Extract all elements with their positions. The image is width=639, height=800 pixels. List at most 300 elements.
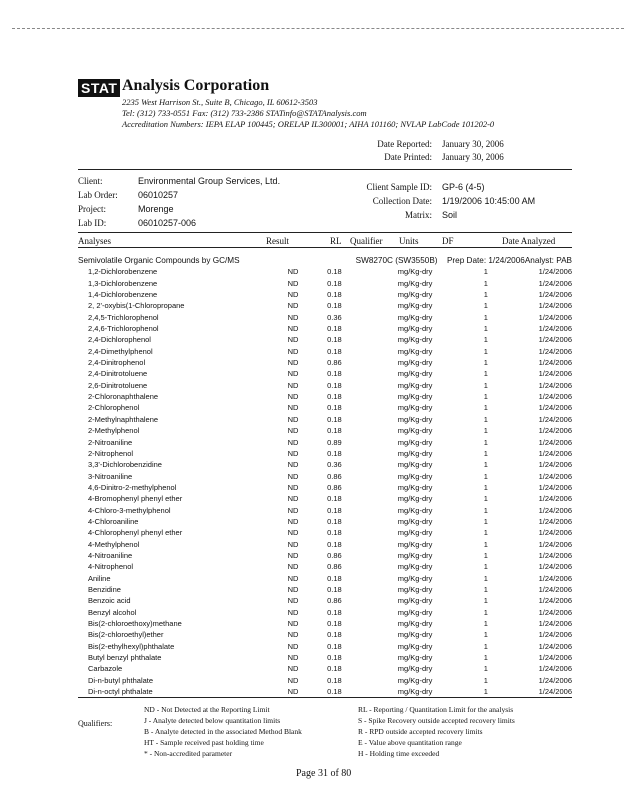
analyte-name: 4-Methylphenol (88, 539, 140, 549)
date-analyzed-value: 1/24/2006 (538, 301, 572, 311)
rl-value: 0.18 (327, 516, 342, 526)
date-analyzed-value: 1/24/2006 (538, 687, 572, 697)
analyte-name: 4-Chloroaniline (88, 516, 139, 526)
date-analyzed-value: 1/24/2006 (538, 675, 572, 685)
result-value: ND (287, 562, 299, 572)
units-value: mg/Kg-dry (397, 607, 433, 617)
table-row (78, 323, 572, 334)
qualifier-value (356, 539, 384, 550)
qualifier-h: H - Holding time exceeded (358, 749, 440, 758)
units-value: mg/Kg-dry (397, 516, 433, 526)
units-value: mg/Kg-dry (397, 414, 433, 424)
analyte-name: 4-Bromophenyl phenyl ether (88, 494, 183, 504)
project-value: Morenge (138, 204, 174, 214)
qualifier-value (356, 289, 384, 300)
result-value: ND (287, 539, 299, 549)
rl-value: 0.18 (327, 687, 342, 697)
df-value: 1 (483, 403, 488, 413)
analyte-name: Bis(2-chloroethyl)ether (88, 630, 164, 640)
df-value: 1 (483, 324, 488, 334)
qualifier-rl: RL - Reporting / Quantitation Limit for the analysis (358, 705, 514, 714)
qualifier-value (356, 402, 384, 413)
analyte-name: Benzoic acid (88, 596, 131, 606)
table-row (78, 278, 572, 289)
result-value: ND (287, 641, 299, 651)
units-value: mg/Kg-dry (397, 278, 433, 288)
divider (78, 232, 572, 233)
table-row (78, 380, 572, 391)
result-value: ND (287, 448, 299, 458)
lab-order-value: 06010257 (138, 190, 179, 200)
date-analyzed-value: 1/24/2006 (538, 607, 572, 617)
rl-value: 0.86 (327, 358, 342, 368)
units-value: mg/Kg-dry (397, 460, 433, 470)
qualifier-value (356, 686, 384, 697)
analyte-name: Benzidine (88, 584, 121, 594)
units-value: mg/Kg-dry (397, 562, 433, 572)
units-value: mg/Kg-dry (397, 584, 433, 594)
df-value: 1 (483, 573, 488, 583)
col-rl: RL (330, 236, 342, 246)
qualifier-value (356, 595, 384, 606)
rl-value: 0.18 (327, 278, 342, 288)
rl-value: 0.18 (327, 573, 342, 583)
rl-value: 0.18 (327, 392, 342, 402)
table-row (78, 573, 572, 584)
result-value: ND (287, 573, 299, 583)
analyte-name: 2,4-Dinitrotoluene (88, 369, 148, 379)
rl-value: 0.86 (327, 562, 342, 572)
rl-value: 0.18 (327, 267, 342, 277)
df-value: 1 (483, 630, 488, 640)
rl-value: 0.18 (327, 539, 342, 549)
analyte-name: Benzyl alcohol (88, 607, 137, 617)
section-title: Semivolatile Organic Compounds by GC/MS (78, 256, 240, 265)
result-value: ND (287, 380, 299, 390)
result-value: ND (287, 312, 299, 322)
df-value: 1 (483, 437, 488, 447)
analyte-name: 3-Nitroaniline (88, 471, 133, 481)
units-value: mg/Kg-dry (397, 403, 433, 413)
qualifier-r: R - RPD outside accepted recovery limits (358, 727, 483, 736)
table-row (78, 334, 572, 345)
analyte-name: 2,4-Dichlorophenol (88, 335, 151, 345)
qualifier-value (356, 266, 384, 277)
date-analyzed-value: 1/24/2006 (538, 403, 572, 413)
analyte-name: 2-Chloronaphthalene (88, 392, 159, 402)
rl-value: 0.18 (327, 641, 342, 651)
qualifier-s: S - Spike Recovery outside accepted recovery limits (358, 716, 515, 725)
units-value: mg/Kg-dry (397, 358, 433, 368)
df-value: 1 (483, 528, 488, 538)
rl-value: 0.18 (327, 290, 342, 300)
rl-value: 0.18 (327, 584, 342, 594)
table-row (78, 539, 572, 550)
date-analyzed-value: 1/24/2006 (538, 312, 572, 322)
df-value: 1 (483, 482, 488, 492)
lab-id-value: 06010257-006 (138, 218, 197, 228)
date-analyzed-value: 1/24/2006 (538, 471, 572, 481)
date-analyzed-value: 1/24/2006 (538, 482, 572, 492)
table-row (78, 663, 572, 674)
df-value: 1 (483, 335, 488, 345)
fax-header-line (12, 28, 624, 29)
result-value: ND (287, 290, 299, 300)
table-row (78, 346, 572, 357)
rl-value: 0.18 (327, 675, 342, 685)
table-row (78, 425, 572, 436)
qualifier-value (356, 334, 384, 345)
table-row (78, 561, 572, 572)
rl-value: 0.86 (327, 471, 342, 481)
qualifier-value (356, 300, 384, 311)
units-value: mg/Kg-dry (397, 369, 433, 379)
units-value: mg/Kg-dry (397, 550, 433, 560)
table-row (78, 471, 572, 482)
results-table (78, 255, 572, 697)
date-analyzed-value: 1/24/2006 (538, 494, 572, 504)
date-analyzed-value: 1/24/2006 (538, 278, 572, 288)
date-analyzed-value: 1/24/2006 (538, 539, 572, 549)
units-value: mg/Kg-dry (397, 528, 433, 538)
table-row (78, 357, 572, 368)
rl-value: 0.18 (327, 301, 342, 311)
collection-date-label: Collection Date: (372, 196, 432, 206)
units-value: mg/Kg-dry (397, 482, 433, 492)
qualifier-value (356, 652, 384, 663)
analyte-name: Bis(2-ethylhexyl)phthalate (88, 641, 175, 651)
table-row (78, 675, 572, 686)
qualifier-value (356, 607, 384, 618)
result-value: ND (287, 358, 299, 368)
df-value: 1 (483, 471, 488, 481)
qualifier-value (356, 391, 384, 402)
qualifier-value (356, 573, 384, 584)
table-row (78, 550, 572, 561)
date-analyzed-value: 1/24/2006 (538, 641, 572, 651)
df-value: 1 (483, 516, 488, 526)
qualifier-value (356, 471, 384, 482)
units-value: mg/Kg-dry (397, 392, 433, 402)
units-value: mg/Kg-dry (397, 471, 433, 481)
qualifier-value (356, 493, 384, 504)
rl-value: 0.18 (327, 369, 342, 379)
df-value: 1 (483, 369, 488, 379)
analyte-name: 2-Methylphenol (88, 426, 140, 436)
qualifier-value (356, 618, 384, 629)
df-value: 1 (483, 664, 488, 674)
table-row (78, 516, 572, 527)
rl-value: 0.36 (327, 312, 342, 322)
section-analyst: Analyst: PAB (524, 256, 572, 265)
table-row (78, 652, 572, 663)
analyte-name: Butyl benzyl phthalate (88, 653, 162, 663)
matrix-value: Soil (442, 210, 458, 220)
analyte-name: Bis(2-chloroethoxy)methane (88, 619, 182, 628)
qualifier-nd: ND - Not Detected at the Reporting Limit (144, 705, 270, 714)
qualifier-value (356, 346, 384, 357)
table-row (78, 414, 572, 425)
units-value: mg/Kg-dry (397, 448, 433, 458)
analyte-name: 3,3'-Dichlorobenzidine (88, 460, 162, 470)
result-value: ND (287, 653, 299, 663)
date-analyzed-value: 1/24/2006 (538, 573, 572, 583)
result-value: ND (287, 426, 299, 436)
df-value: 1 (483, 607, 488, 617)
date-analyzed-value: 1/24/2006 (538, 664, 572, 674)
rl-value: 0.18 (327, 335, 342, 345)
rl-value: 0.18 (327, 653, 342, 663)
date-analyzed-value: 1/24/2006 (538, 414, 572, 424)
rl-value: 0.18 (327, 619, 342, 628)
units-value: mg/Kg-dry (397, 301, 433, 311)
df-value: 1 (483, 414, 488, 424)
qualifier-value (356, 368, 384, 379)
qualifier-value (356, 357, 384, 368)
table-row (78, 437, 572, 448)
table-row (78, 686, 572, 697)
result-value: ND (287, 550, 299, 560)
date-analyzed-value: 1/24/2006 (538, 346, 572, 356)
date-analyzed-value: 1/24/2006 (538, 630, 572, 640)
df-value: 1 (483, 346, 488, 356)
units-value: mg/Kg-dry (397, 437, 433, 447)
col-qualifier: Qualifier (350, 236, 383, 246)
date-analyzed-value: 1/24/2006 (538, 584, 572, 594)
units-value: mg/Kg-dry (397, 380, 433, 390)
units-value: mg/Kg-dry (397, 675, 433, 685)
client-label: Client: (78, 176, 103, 186)
analyte-name: 2-Nitroaniline (88, 437, 133, 447)
date-analyzed-value: 1/24/2006 (538, 290, 572, 300)
qualifier-value (356, 527, 384, 538)
df-value: 1 (483, 460, 488, 470)
result-value: ND (287, 482, 299, 492)
units-value: mg/Kg-dry (397, 573, 433, 583)
col-result: Result (266, 236, 290, 246)
analyte-name: Di-n-butyl phthalate (88, 675, 154, 685)
section-method: SW8270C (SW3550B) (355, 256, 438, 265)
qualifier-value (356, 675, 384, 686)
df-value: 1 (483, 619, 488, 628)
qualifier-value (356, 437, 384, 448)
rl-value: 0.86 (327, 482, 342, 492)
date-printed-value: January 30, 2006 (442, 152, 504, 162)
col-analyses: Analyses (78, 236, 111, 246)
table-row (78, 482, 572, 493)
units-value: mg/Kg-dry (397, 312, 433, 322)
df-value: 1 (483, 267, 488, 277)
df-value: 1 (483, 641, 488, 651)
qualifier-value (356, 414, 384, 425)
result-value: ND (287, 346, 299, 356)
date-analyzed-value: 1/24/2006 (538, 426, 572, 436)
qualifier-value (356, 663, 384, 674)
analyte-name: 2-Chlorophenol (88, 403, 140, 413)
units-value: mg/Kg-dry (397, 505, 433, 515)
col-date-analyzed: Date Analyzed (502, 236, 556, 246)
table-row (78, 402, 572, 413)
client-value: Environmental Group Services, Ltd. (138, 176, 281, 186)
result-value: ND (287, 528, 299, 538)
analyte-name: 1,4-Dichlorobenzene (88, 290, 158, 300)
accreditation-numbers: Accreditation Numbers: IEPA ELAP 100445; ORELAP IL300001; AIHA 101160; NVLAP LabCode 101202-0 (122, 119, 495, 129)
rl-value: 0.18 (327, 664, 342, 674)
df-value: 1 (483, 505, 488, 515)
units-value: mg/Kg-dry (397, 653, 433, 663)
result-value: ND (287, 471, 299, 481)
qualifiers-right (358, 704, 515, 759)
analyte-name: 4-Chloro-3-methylphenol (88, 505, 171, 515)
result-value: ND (287, 403, 299, 413)
divider (78, 247, 572, 248)
date-analyzed-value: 1/24/2006 (538, 335, 572, 345)
df-value: 1 (483, 392, 488, 402)
qualifier-value (356, 561, 384, 572)
df-value: 1 (483, 596, 488, 606)
df-value: 1 (483, 380, 488, 390)
qualifiers-left (144, 704, 302, 759)
analyte-name: 2,4-Dinitrophenol (88, 358, 146, 368)
rl-value: 0.18 (327, 403, 342, 413)
qualifiers-label: Qualifiers: (78, 719, 113, 728)
units-value: mg/Kg-dry (397, 641, 433, 651)
table-row (78, 448, 572, 459)
rl-value: 0.36 (327, 460, 342, 470)
result-value: ND (287, 505, 299, 515)
section-header (78, 255, 572, 266)
qualifier-value (356, 380, 384, 391)
qualifier-value (356, 516, 384, 527)
divider (78, 697, 572, 698)
df-value: 1 (483, 426, 488, 436)
table-row (78, 312, 572, 323)
df-value: 1 (483, 550, 488, 560)
page-number: Page 31 of 80 (296, 768, 352, 779)
units-value: mg/Kg-dry (397, 267, 433, 277)
qualifier-value (356, 505, 384, 516)
rl-value: 0.18 (327, 414, 342, 424)
qualifier-value (356, 641, 384, 652)
df-value: 1 (483, 675, 488, 685)
analyte-name: 1,2-Dichlorobenzene (88, 267, 158, 277)
date-analyzed-value: 1/24/2006 (538, 460, 572, 470)
result-value: ND (287, 630, 299, 640)
qualifier-j: J - Analyte detected below quantitation limits (144, 716, 281, 725)
table-row (78, 618, 572, 629)
stat-logo: STAT (78, 79, 120, 97)
units-value: mg/Kg-dry (397, 290, 433, 300)
table-row (78, 629, 572, 640)
result-value: ND (287, 596, 299, 606)
rl-value: 0.18 (327, 380, 342, 390)
analyte-name: 2,4,5-Trichlorophenol (88, 312, 159, 322)
units-value: mg/Kg-dry (397, 630, 433, 640)
df-value: 1 (483, 562, 488, 572)
qualifier-b: B - Analyte detected in the associated Method Blank (144, 727, 302, 736)
result-value: ND (287, 494, 299, 504)
units-value: mg/Kg-dry (397, 324, 433, 334)
company-address: 2235 West Harrison St., Suite B, Chicago, IL 60612-3503 (122, 97, 318, 107)
df-value: 1 (483, 494, 488, 504)
analyte-name: 2, 2'-oxybis(1-Chloropropane (88, 301, 185, 311)
rl-value: 0.86 (327, 596, 342, 606)
result-value: ND (287, 460, 299, 470)
units-value: mg/Kg-dry (397, 335, 433, 345)
rl-value: 0.18 (327, 630, 342, 640)
table-row (78, 607, 572, 618)
rl-value: 0.86 (327, 550, 342, 560)
analyte-name: Carbazole (88, 664, 123, 674)
qualifier-value (356, 425, 384, 436)
units-value: mg/Kg-dry (397, 426, 433, 436)
result-value: ND (287, 687, 299, 697)
table-row (78, 505, 572, 516)
table-row (78, 527, 572, 538)
qualifier-value (356, 323, 384, 334)
divider (78, 169, 572, 170)
date-analyzed-value: 1/24/2006 (538, 358, 572, 368)
date-analyzed-value: 1/24/2006 (538, 550, 572, 560)
qualifier-star: * - Non-accredited parameter (144, 749, 233, 758)
collection-date-value: 1/19/2006 10:45:00 AM (442, 196, 536, 206)
rl-value: 0.18 (327, 426, 342, 436)
client-sample-id-value: GP-6 (4-5) (442, 182, 485, 192)
analyte-name: 4-Nitrophenol (88, 562, 134, 572)
company-name: Analysis Corporation (122, 77, 270, 94)
df-value: 1 (483, 312, 488, 322)
date-analyzed-value: 1/24/2006 (538, 324, 572, 334)
section-prep-date: Prep Date: 1/24/2006 (446, 256, 525, 265)
units-value: mg/Kg-dry (397, 619, 433, 628)
table-row (78, 493, 572, 504)
date-reported-label: Date Reported: (377, 139, 432, 149)
analyte-name: 4-Nitroaniline (88, 550, 133, 560)
rl-value: 0.18 (327, 528, 342, 538)
units-value: mg/Kg-dry (397, 539, 433, 549)
analyte-name: 2,4,6-Trichlorophenol (88, 324, 159, 334)
result-value: ND (287, 584, 299, 594)
analyte-name: 2-Methylnaphthalene (88, 414, 159, 424)
date-analyzed-value: 1/24/2006 (538, 653, 572, 663)
qualifier-value (356, 459, 384, 470)
qualifier-value (356, 629, 384, 640)
analyte-name: 4-Chlorophenyl phenyl ether (88, 528, 183, 538)
date-analyzed-value: 1/24/2006 (538, 528, 572, 538)
df-value: 1 (483, 278, 488, 288)
date-analyzed-value: 1/24/2006 (538, 505, 572, 515)
analyte-name: 2,4-Dimethylphenol (88, 346, 153, 356)
result-value: ND (287, 619, 299, 628)
result-value: ND (287, 301, 299, 311)
rl-value: 0.18 (327, 448, 342, 458)
analyte-name: Aniline (88, 573, 111, 583)
rl-value: 0.18 (327, 505, 342, 515)
table-row (78, 595, 572, 606)
date-analyzed-value: 1/24/2006 (538, 562, 572, 572)
result-value: ND (287, 267, 299, 277)
result-value: ND (287, 607, 299, 617)
project-label: Project: (78, 204, 106, 214)
units-value: mg/Kg-dry (397, 664, 433, 674)
df-value: 1 (483, 687, 488, 697)
qualifier-value (356, 584, 384, 595)
result-value: ND (287, 675, 299, 685)
units-value: mg/Kg-dry (397, 596, 433, 606)
date-analyzed-value: 1/24/2006 (538, 619, 572, 628)
col-df: DF (442, 236, 454, 246)
qualifier-value (356, 312, 384, 323)
